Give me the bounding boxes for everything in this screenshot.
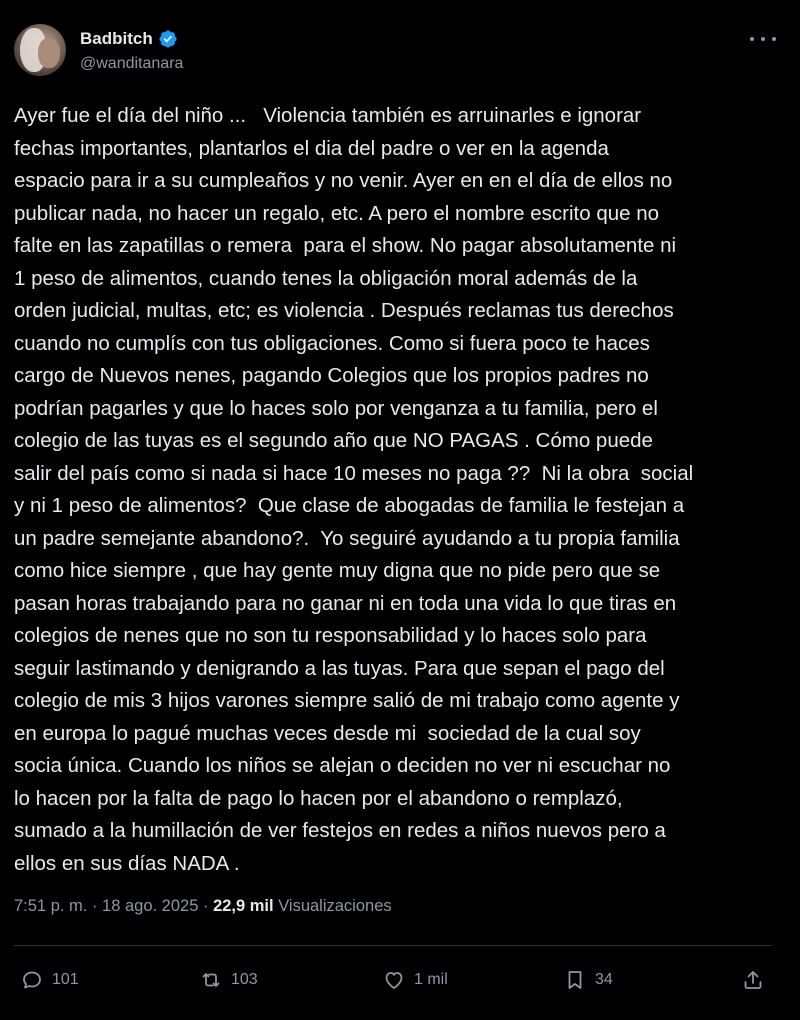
tweet-body (14, 100, 790, 880)
tweet-body-line: publicar nada, no hacer un regalo, etc. A pero el nombre escrito que no (14, 201, 660, 225)
like-button[interactable] (382, 960, 448, 1000)
tweet-body-line: sumado a la humillación de ver festejos en redes a niños nuevos pero a (14, 819, 666, 842)
reply-count: 101 (52, 971, 79, 988)
share-button[interactable] (741, 960, 765, 1000)
tweet-body-line: colegio de las tuyas es el segundo año que NO PAGAS . Cómo puede (14, 429, 653, 452)
tweet-body-line: 1 peso de alimentos, cuando tenes la obligación moral además de la (14, 266, 638, 290)
tweet-body-line: Ayer fue el día del niño ... Violencia también es arruinarles e ignorar (14, 104, 642, 127)
tweet-body-line: colegios de nenes que no son tu responsabilidad y lo haces solo para (14, 624, 647, 647)
tweet-meta (14, 897, 392, 916)
reply-button[interactable] (20, 960, 79, 1000)
tweet-body-line: cargo de Nuevos nenes, pagando Colegios que los propios padres no (14, 364, 649, 387)
action-bar (0, 960, 800, 1000)
meta-separator: · (87, 897, 103, 915)
bookmark-count: 34 (595, 971, 613, 988)
tweet-date[interactable]: 18 ago. 2025 (102, 897, 199, 915)
tweet-body-line: socia única. Cuando los niños se alejan o deciden no ver ni escuchar no (14, 754, 671, 777)
tweet-body-line: en europa lo pagué muchas veces desde mi sociedad de la cual soy (14, 721, 641, 745)
author-display-name[interactable]: Badbitch (80, 29, 153, 48)
meta-separator: · (198, 897, 214, 915)
views-count: 22,9 mil (213, 897, 274, 915)
author-name-row (80, 27, 178, 51)
like-count: 1 mil (414, 971, 448, 988)
tweet-body-line: un padre semejante abandono?. Yo seguiré ayudando a tu propia familia (14, 526, 680, 550)
tweet-body-line: orden judicial, multas, etc; es violencia . Después reclamas tus derechos (14, 299, 674, 322)
tweet-body-line: ellos en sus días NADA . (14, 851, 240, 875)
bookmark-button[interactable] (563, 960, 613, 1000)
tweet-body-line: como hice siempre , que hay gente muy digna que no pide pero que se (14, 559, 661, 582)
tweet-body-line: salir del país como si nada si hace 10 meses no paga ?? Ni la obra social (14, 461, 694, 485)
verified-badge-icon (158, 29, 178, 49)
tweet-body-line: y ni 1 peso de alimentos? Que clase de abogadas de familia le festejan a (14, 494, 685, 517)
tweet-body-line: colegio de mis 3 hijos varones siempre salió de mi trabajo como agente y (14, 689, 680, 712)
tweet-body-line: pasan horas trabajando para no ganar ni en toda una vida lo que tiras en (14, 591, 677, 615)
repost-icon (199, 968, 223, 992)
reply-icon (20, 968, 44, 992)
repost-button[interactable] (199, 960, 258, 1000)
divider (14, 945, 772, 946)
share-icon (741, 968, 765, 992)
tweet-body-line: podrían pagarles y que lo haces solo por venganza a tu familia, pero el (14, 396, 658, 420)
tweet-time[interactable]: 7:51 p. m. (14, 897, 88, 915)
bookmark-icon (563, 968, 587, 992)
more-options-icon[interactable] (750, 28, 776, 50)
avatar[interactable] (14, 24, 66, 76)
views-label: Visualizaciones (278, 897, 392, 915)
tweet-body-line: espacio para ir a su cumpleaños y no venir. Ayer en en el día de ellos no (14, 169, 673, 192)
tweet-body-line: cuando no cumplís con tus obligaciones. Como si fuera poco te haces (14, 331, 650, 355)
repost-count: 103 (231, 971, 258, 988)
author-handle[interactable]: @wanditanara (80, 55, 184, 72)
tweet-body-line: seguir lastimando y denigrando a las tuyas. Para que sepan el pago del (14, 656, 665, 680)
tweet-body-line: falte en las zapatillas o remera para el show. No pagar absolutamente ni (14, 234, 677, 257)
heart-icon (382, 968, 406, 992)
tweet-body-line: lo hacen por la falta de pago lo hacen por el abandono o remplazó, (14, 786, 623, 810)
tweet-body-line: fechas importantes, plantarlos el dia del padre o ver en la agenda (14, 136, 609, 160)
avatar-face (38, 38, 60, 68)
